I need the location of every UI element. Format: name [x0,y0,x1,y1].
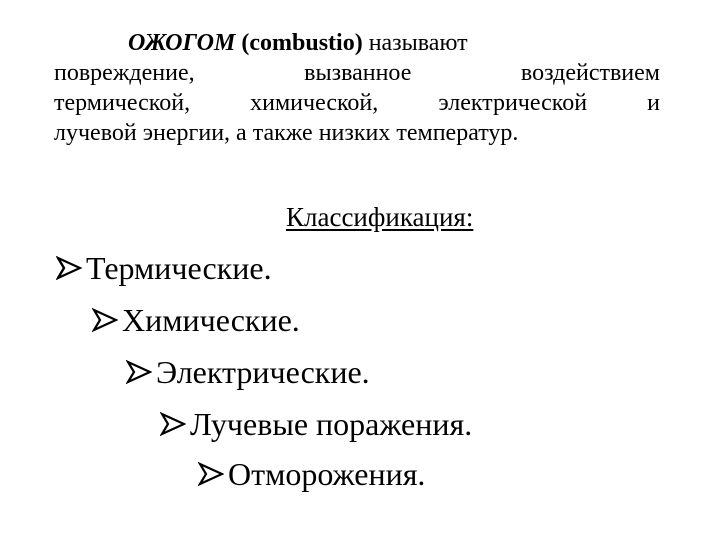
arrow-bullet-icon [56,255,82,281]
definition-word: повреждение, [54,60,195,86]
classification-item-thermal [56,248,272,288]
definition-term: ОЖОГОМ [128,30,236,56]
arrow-bullet-icon [160,411,186,437]
definition-word: и [647,90,660,116]
definition-line-4: лучевой энергии, а также низких температур. [54,120,519,146]
arrow-bullet-icon [92,307,118,333]
classification-item-radiation [160,404,472,444]
definition-word: химической, [250,90,379,116]
definition-word: воздействием [520,60,660,86]
definition-latin-term: (combustio) [241,30,363,56]
classification-item-label: Термические. [86,250,272,286]
definition-line-1 [54,28,720,58]
classification-item-label: Лучевые поражения. [190,406,473,442]
definition-word: термической, [54,90,191,116]
arrow-bullet-icon [198,461,224,487]
definition-line-1-rest: называют [368,30,468,56]
definition-paragraph [54,28,660,148]
classification-item-frostbite [198,454,425,494]
classification-item-electrical [126,352,370,392]
definition-word: электрической [438,90,588,116]
definition-line-3 [54,88,660,118]
definition-word: вызванное [304,60,412,86]
classification-item-chemical [92,300,300,340]
classification-item-label: Отморожения. [228,456,426,492]
classification-item-label: Химические. [122,302,300,338]
classification-heading: Классификация: [286,202,474,232]
arrow-bullet-icon [126,359,152,385]
definition-line-2 [54,58,660,88]
classification-item-label: Электрические. [156,354,370,390]
